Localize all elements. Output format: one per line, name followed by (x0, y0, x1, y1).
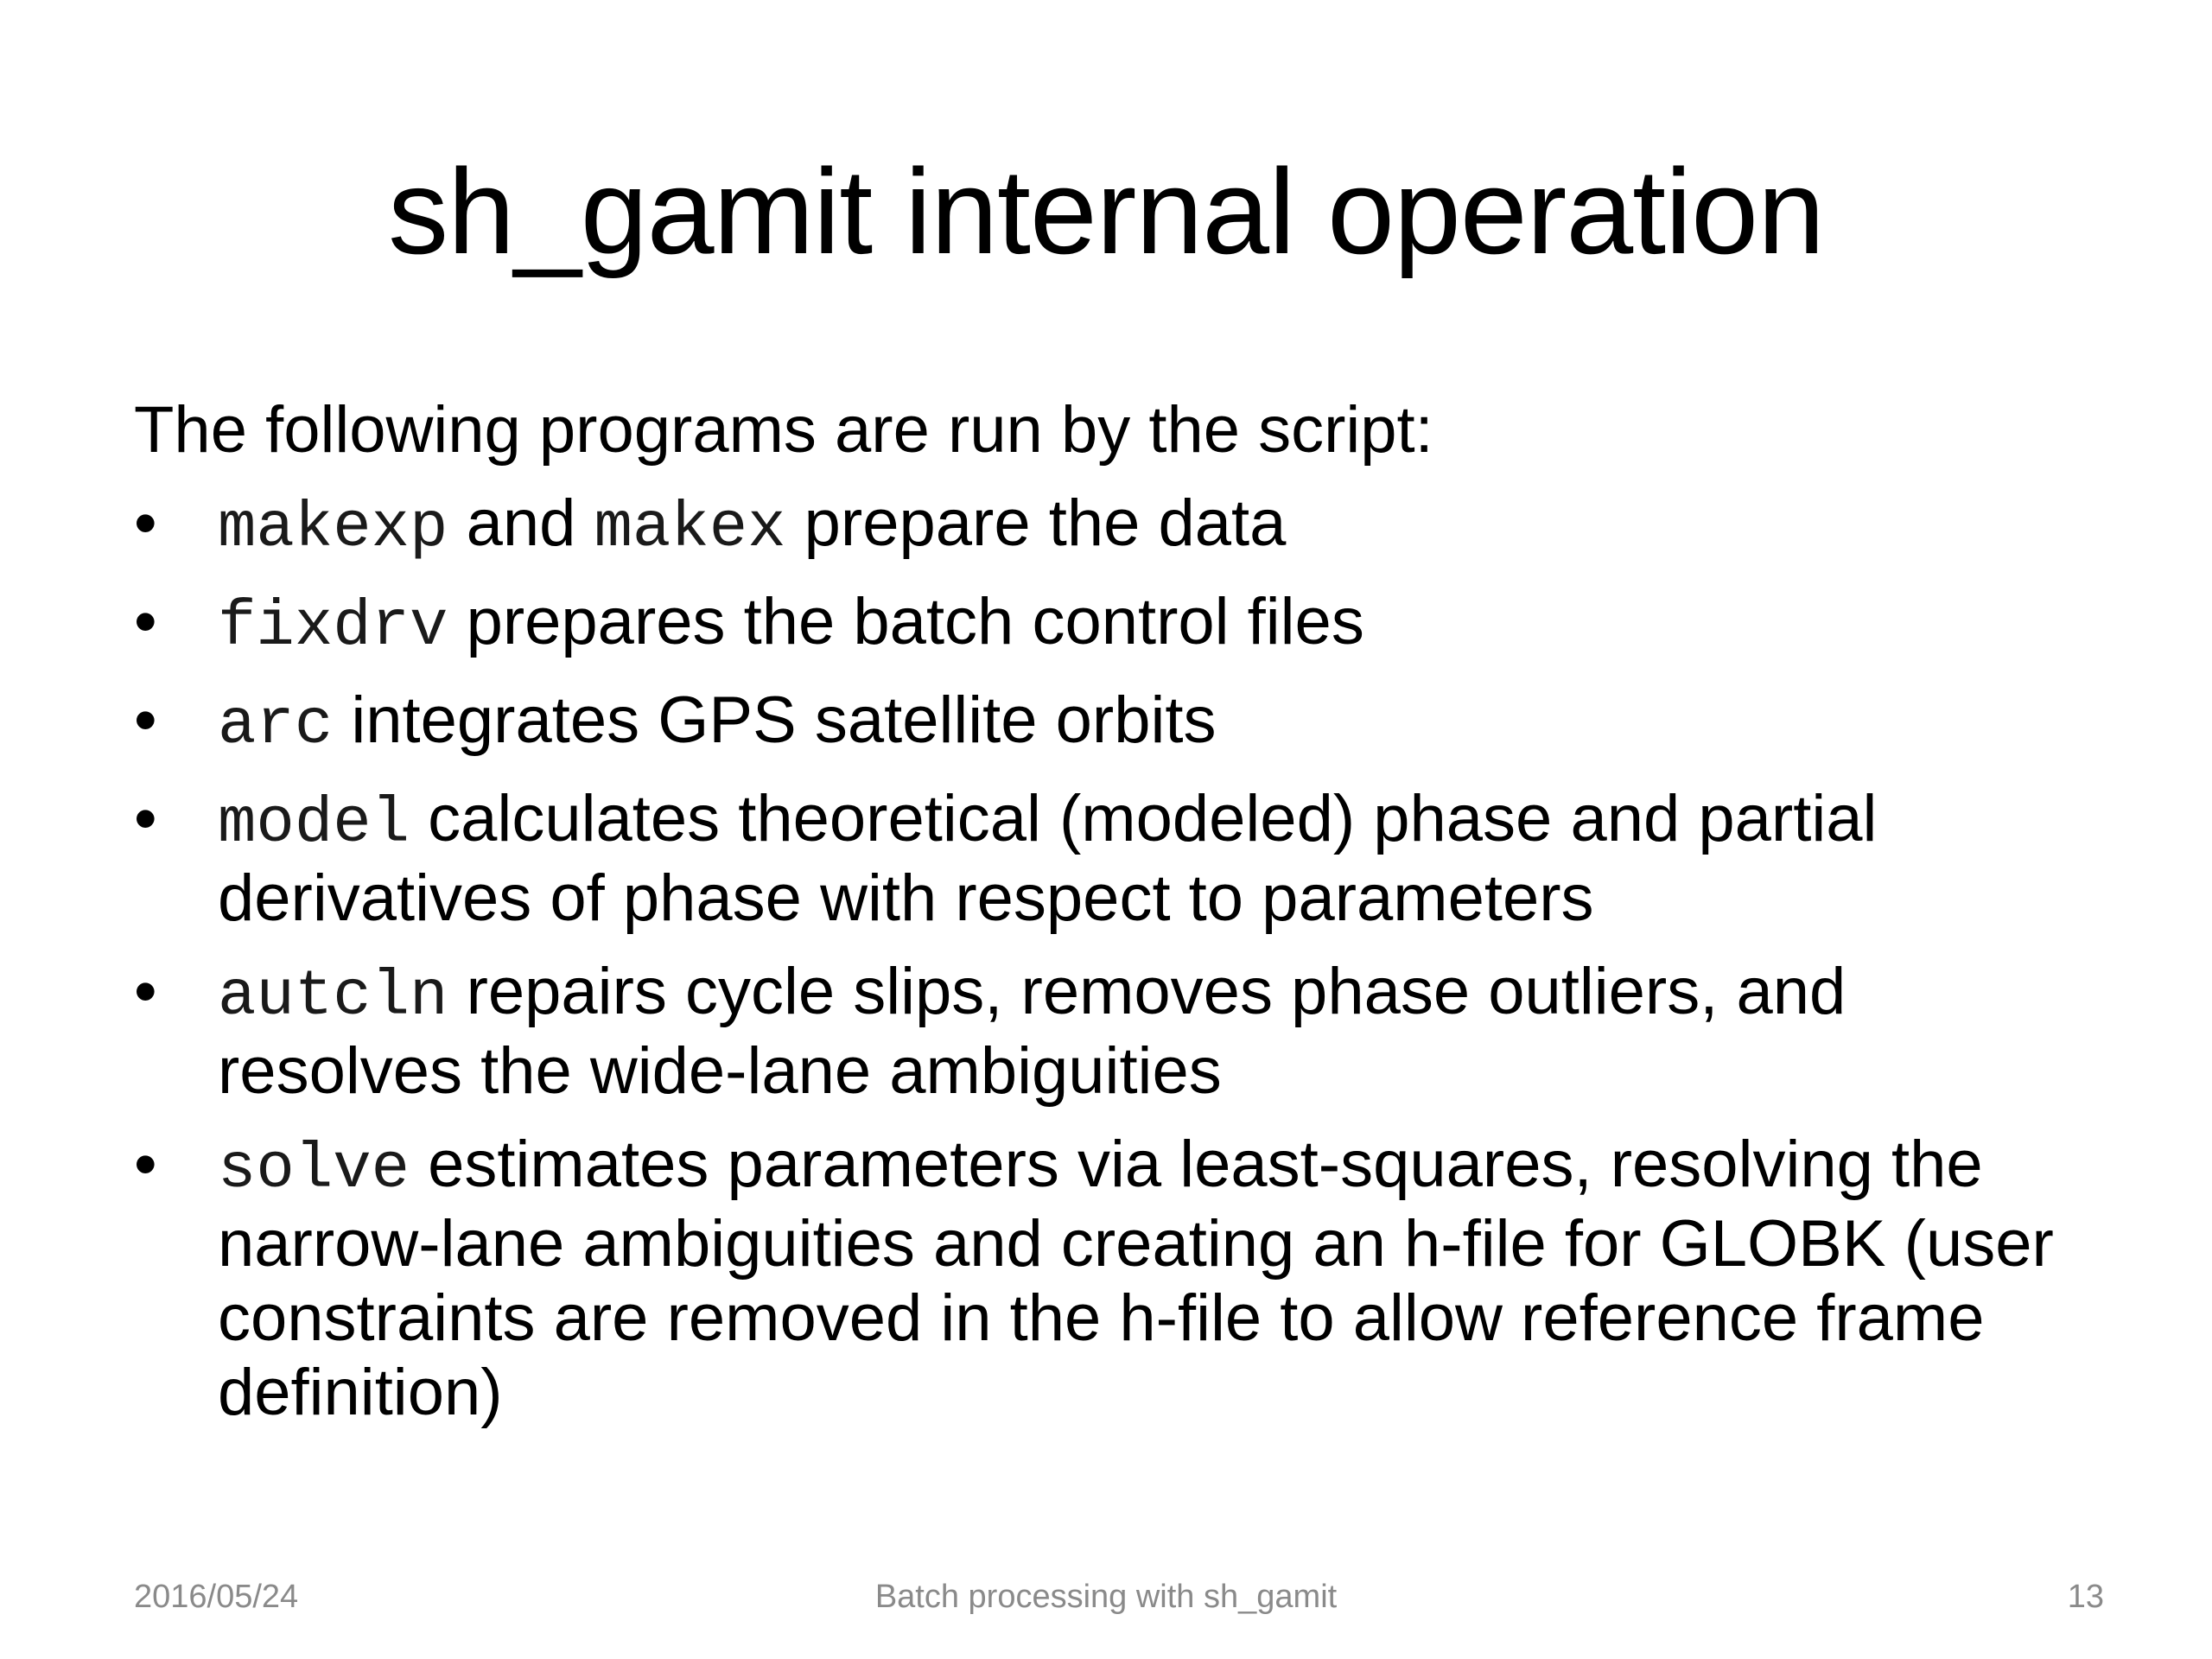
program-name: makex (594, 493, 786, 565)
bullet-dot-icon: • (134, 782, 157, 855)
intro-text: The following programs are run by the script: (134, 393, 1433, 467)
bullet-dot-icon: • (134, 683, 157, 757)
program-name: model (218, 788, 410, 861)
bullet-text: and (448, 486, 594, 560)
bullet-item (134, 955, 2087, 1109)
program-name: autcln (218, 961, 448, 1033)
slide-title: sh_gamit internal operation (388, 143, 1824, 279)
bullet-text: prepare the data (785, 486, 1287, 560)
bullet-item (134, 782, 2087, 936)
bullet-dot-icon: • (134, 486, 157, 560)
bullet-item (134, 683, 2087, 763)
program-name: solve (218, 1134, 410, 1206)
bullet-dot-icon: • (134, 955, 157, 1028)
bullet-text: repairs cycle slips, removes phase outliers, and resolves the wide-lane ambiguities (218, 955, 1847, 1108)
bullet-text: prepares the batch control files (448, 585, 1364, 658)
bullet-text: integrates GPS satellite orbits (333, 683, 1217, 757)
slide-body (134, 393, 2087, 1449)
program-name: makexp (218, 493, 448, 565)
program-name: arc (218, 690, 334, 762)
program-name: fixdrv (218, 591, 448, 664)
bullet-dot-icon: • (134, 585, 157, 658)
bullet-item (134, 585, 2087, 664)
footer-date: 2016/05/24 (134, 1579, 299, 1615)
footer-title: Batch processing with sh_gamit (874, 1579, 1338, 1615)
bullet-list (134, 486, 2087, 1430)
bullet-item (134, 1128, 2087, 1430)
bullet-text: estimates parameters via least-squares, resolving the narrow-lane ambiguities and creating an h-file for GLOBK (user constraints are removed in the h-file to allow reference frame definition) (218, 1128, 2054, 1429)
bullet-dot-icon: • (134, 1128, 157, 1201)
page-number: 13 (2067, 1579, 2104, 1615)
bullet-item (134, 486, 2087, 566)
bullet-text: calculates theoretical (modeled) phase and partial derivatives of phase with respect to parameters (218, 782, 1878, 935)
